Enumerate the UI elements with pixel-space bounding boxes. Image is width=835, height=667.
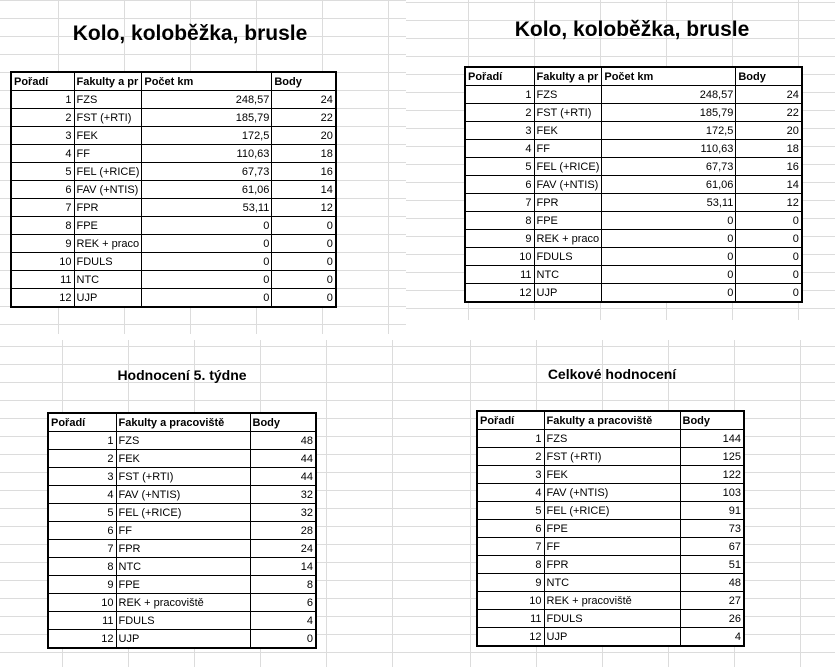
- table-row: [11, 109, 336, 127]
- table-cell: 6: [48, 522, 116, 540]
- table-cell: 7: [477, 538, 544, 556]
- table-row: [465, 284, 802, 303]
- table-cell: FPR: [116, 540, 250, 558]
- table-cell: 0: [142, 253, 272, 271]
- table-cell: 5: [477, 502, 544, 520]
- table-row: [465, 230, 802, 248]
- table-cell: 6: [477, 520, 544, 538]
- table-cell: 0: [736, 248, 802, 266]
- table-cell: FDULS: [534, 248, 602, 266]
- table-cell: FAV (+NTIS): [74, 181, 142, 199]
- table-cell: 172,5: [142, 127, 272, 145]
- table-cell: 24: [272, 91, 336, 109]
- panel-title: Hodnocení 5. týdne: [117, 367, 247, 383]
- table-cell: 0: [272, 253, 336, 271]
- table-cell: FAV (+NTIS): [116, 486, 250, 504]
- table-row: [11, 91, 336, 109]
- table-cell: 0: [272, 217, 336, 235]
- table-cell: 67: [680, 538, 744, 556]
- table-cell: 0: [736, 266, 802, 284]
- table-cell: 4: [465, 140, 534, 158]
- table-row: [11, 199, 336, 217]
- panel-title: Celkové hodnocení: [547, 366, 677, 382]
- table-cell: 18: [736, 140, 802, 158]
- table-cell: FPE: [116, 576, 250, 594]
- table-cell: UJP: [534, 284, 602, 303]
- table-row: [11, 217, 336, 235]
- table-cell: 3: [465, 122, 534, 140]
- table-cell: FDULS: [74, 253, 142, 271]
- table-cell: FF: [544, 538, 680, 556]
- table-cell: 0: [272, 289, 336, 308]
- column-header: Pořadí: [11, 72, 74, 91]
- table-cell: 2: [48, 450, 116, 468]
- table-cell: 12: [465, 284, 534, 303]
- column-header: Pořadí: [48, 413, 116, 432]
- table-cell: FEK: [544, 466, 680, 484]
- table-cell: REK + pracoviště: [116, 594, 250, 612]
- column-header: Počet km: [602, 67, 736, 86]
- table-cell: 14: [736, 176, 802, 194]
- table-cell: UJP: [544, 628, 680, 647]
- table-cell: 12: [272, 199, 336, 217]
- table-cell: 110,63: [142, 145, 272, 163]
- table-header-row: [465, 67, 802, 86]
- table-cell: 0: [602, 248, 736, 266]
- table-cell: FDULS: [544, 610, 680, 628]
- table-row: [465, 140, 802, 158]
- table-cell: 0: [602, 266, 736, 284]
- table-row: [48, 594, 316, 612]
- table-cell: 7: [11, 199, 74, 217]
- table-cell: 6: [11, 181, 74, 199]
- table-cell: FPE: [534, 212, 602, 230]
- table-cell: FEK: [534, 122, 602, 140]
- table-cell: 73: [680, 520, 744, 538]
- table-row: [48, 630, 316, 649]
- table-cell: 18: [272, 145, 336, 163]
- table-cell: FF: [534, 140, 602, 158]
- table-row: [11, 127, 336, 145]
- table-cell: 2: [477, 448, 544, 466]
- table-cell: 9: [465, 230, 534, 248]
- table-row: [477, 448, 744, 466]
- table-cell: 22: [736, 104, 802, 122]
- table-cell: 11: [465, 266, 534, 284]
- column-header: Body: [250, 413, 316, 432]
- table-cell: NTC: [544, 574, 680, 592]
- table-cell: FZS: [116, 432, 250, 450]
- column-header: Fakulty a pracoviště: [116, 413, 250, 432]
- column-header: Pořadí: [477, 411, 544, 430]
- table-cell: 0: [272, 271, 336, 289]
- table-cell: 11: [11, 271, 74, 289]
- table-cell: 0: [272, 235, 336, 253]
- table-row: [477, 592, 744, 610]
- panel-overall-rating: [410, 340, 835, 667]
- panel-title: Kolo, koloběžka, brusle: [72, 22, 308, 45]
- table-cell: 110,63: [602, 140, 736, 158]
- table-cell: 14: [272, 181, 336, 199]
- panel-kolo-right: [406, 0, 835, 320]
- results-table: [47, 412, 317, 649]
- table-cell: 103: [680, 484, 744, 502]
- table-row: [477, 430, 744, 448]
- table-cell: FPR: [544, 556, 680, 574]
- table-cell: 8: [250, 576, 316, 594]
- table-cell: 3: [48, 468, 116, 486]
- table-cell: 9: [477, 574, 544, 592]
- table-cell: 9: [11, 235, 74, 253]
- table-cell: 44: [250, 450, 316, 468]
- column-header: Body: [680, 411, 744, 430]
- table-cell: 4: [477, 484, 544, 502]
- table-cell: 0: [736, 230, 802, 248]
- column-header: Body: [736, 67, 802, 86]
- table-cell: 0: [142, 271, 272, 289]
- table-row: [477, 520, 744, 538]
- table-cell: 9: [48, 576, 116, 594]
- table-cell: 20: [736, 122, 802, 140]
- table-cell: 10: [465, 248, 534, 266]
- table-cell: FDULS: [116, 612, 250, 630]
- table-row: [48, 504, 316, 522]
- table-cell: FEK: [116, 450, 250, 468]
- panel-title: Kolo, koloběžka, brusle: [514, 18, 750, 41]
- table-cell: 125: [680, 448, 744, 466]
- column-header: Fakulty a pr: [74, 72, 142, 91]
- table-row: [465, 212, 802, 230]
- table-row: [477, 484, 744, 502]
- table-cell: 10: [11, 253, 74, 271]
- table-cell: 61,06: [142, 181, 272, 199]
- table-row: [465, 194, 802, 212]
- table-cell: 7: [465, 194, 534, 212]
- table-cell: 248,57: [142, 91, 272, 109]
- table-cell: REK + praco: [74, 235, 142, 253]
- table-cell: 5: [48, 504, 116, 522]
- table-row: [48, 558, 316, 576]
- table-cell: FAV (+NTIS): [534, 176, 602, 194]
- table-row: [11, 181, 336, 199]
- table-cell: 16: [736, 158, 802, 176]
- table-cell: UJP: [74, 289, 142, 308]
- column-header: Body: [272, 72, 336, 91]
- table-cell: 0: [142, 289, 272, 308]
- table-cell: FZS: [544, 430, 680, 448]
- table-cell: FPE: [74, 217, 142, 235]
- table-cell: 53,11: [602, 194, 736, 212]
- table-cell: FEK: [74, 127, 142, 145]
- column-header: Fakulty a pr: [534, 67, 602, 86]
- table-cell: 0: [602, 212, 736, 230]
- table-cell: 4: [250, 612, 316, 630]
- table-cell: 4: [48, 486, 116, 504]
- table-row: [11, 253, 336, 271]
- table-cell: FPE: [544, 520, 680, 538]
- table-row: [48, 432, 316, 450]
- table-cell: 7: [48, 540, 116, 558]
- table-row: [465, 266, 802, 284]
- column-header: Počet km: [142, 72, 272, 91]
- table-cell: FST (+RTI): [74, 109, 142, 127]
- table-cell: 11: [477, 610, 544, 628]
- table-cell: REK + praco: [534, 230, 602, 248]
- table-cell: 12: [11, 289, 74, 308]
- table-cell: 12: [736, 194, 802, 212]
- table-row: [48, 612, 316, 630]
- table-row: [477, 538, 744, 556]
- table-cell: NTC: [116, 558, 250, 576]
- table-row: [11, 163, 336, 181]
- table-cell: 5: [465, 158, 534, 176]
- table-row: [48, 522, 316, 540]
- table-cell: 122: [680, 466, 744, 484]
- table-row: [48, 576, 316, 594]
- table-cell: 6: [465, 176, 534, 194]
- table-row: [465, 104, 802, 122]
- table-header-row: [48, 413, 316, 432]
- table-cell: 0: [736, 212, 802, 230]
- table-cell: 61,06: [602, 176, 736, 194]
- table-cell: 0: [142, 217, 272, 235]
- table-row: [477, 628, 744, 647]
- table-cell: 248,57: [602, 86, 736, 104]
- results-table: [476, 410, 745, 647]
- table-cell: 26: [680, 610, 744, 628]
- table-cell: 0: [142, 235, 272, 253]
- table-cell: 0: [602, 284, 736, 303]
- table-cell: FAV (+NTIS): [544, 484, 680, 502]
- column-header: Fakulty a pracoviště: [544, 411, 680, 430]
- table-cell: FEL (+RICE): [74, 163, 142, 181]
- table-cell: 185,79: [142, 109, 272, 127]
- table-cell: 27: [680, 592, 744, 610]
- table-cell: 8: [11, 217, 74, 235]
- table-cell: 48: [250, 432, 316, 450]
- table-cell: 48: [680, 574, 744, 592]
- table-cell: 1: [477, 430, 544, 448]
- table-cell: 8: [477, 556, 544, 574]
- table-cell: FF: [116, 522, 250, 540]
- table-row: [48, 468, 316, 486]
- table-cell: FEL (+RICE): [116, 504, 250, 522]
- table-cell: 67,73: [142, 163, 272, 181]
- table-cell: 24: [250, 540, 316, 558]
- table-row: [11, 289, 336, 308]
- table-cell: 2: [11, 109, 74, 127]
- table-cell: NTC: [74, 271, 142, 289]
- table-cell: 5: [11, 163, 74, 181]
- table-cell: FST (+RTI): [544, 448, 680, 466]
- table-row: [11, 271, 336, 289]
- table-cell: FPR: [534, 194, 602, 212]
- table-cell: 32: [250, 486, 316, 504]
- table-cell: 14: [250, 558, 316, 576]
- table-cell: FZS: [74, 91, 142, 109]
- table-row: [465, 248, 802, 266]
- table-cell: 20: [272, 127, 336, 145]
- table-row: [48, 450, 316, 468]
- table-cell: 4: [680, 628, 744, 647]
- table-row: [465, 122, 802, 140]
- table-cell: 6: [250, 594, 316, 612]
- table-row: [477, 610, 744, 628]
- table-cell: 1: [48, 432, 116, 450]
- table-row: [477, 466, 744, 484]
- table-cell: 4: [11, 145, 74, 163]
- table-row: [465, 158, 802, 176]
- table-cell: 0: [250, 630, 316, 649]
- column-header: Pořadí: [465, 67, 534, 86]
- panel-weekly-rating: [0, 340, 410, 667]
- table-cell: FEL (+RICE): [544, 502, 680, 520]
- table-cell: 11: [48, 612, 116, 630]
- table-cell: 8: [465, 212, 534, 230]
- table-header-row: [11, 72, 336, 91]
- table-row: [477, 556, 744, 574]
- table-cell: FST (+RTI): [116, 468, 250, 486]
- table-cell: FST (+RTI): [534, 104, 602, 122]
- table-cell: 172,5: [602, 122, 736, 140]
- table-row: [477, 502, 744, 520]
- table-row: [11, 145, 336, 163]
- table-row: [465, 86, 802, 104]
- table-cell: 28: [250, 522, 316, 540]
- table-cell: 1: [465, 86, 534, 104]
- table-row: [11, 235, 336, 253]
- table-cell: 0: [736, 284, 802, 303]
- table-cell: FF: [74, 145, 142, 163]
- table-cell: 10: [48, 594, 116, 612]
- table-row: [48, 540, 316, 558]
- results-table: [10, 71, 337, 308]
- table-cell: FZS: [534, 86, 602, 104]
- table-cell: 0: [602, 230, 736, 248]
- table-cell: 16: [272, 163, 336, 181]
- table-header-row: [477, 411, 744, 430]
- table-row: [465, 176, 802, 194]
- table-row: [477, 574, 744, 592]
- table-cell: 53,11: [142, 199, 272, 217]
- table-cell: 22: [272, 109, 336, 127]
- table-cell: 1: [11, 91, 74, 109]
- table-cell: 3: [11, 127, 74, 145]
- table-cell: 10: [477, 592, 544, 610]
- table-cell: FEL (+RICE): [534, 158, 602, 176]
- table-cell: 144: [680, 430, 744, 448]
- panel-kolo-left: [0, 0, 406, 334]
- table-row: [48, 486, 316, 504]
- results-table: [464, 66, 803, 303]
- table-cell: 44: [250, 468, 316, 486]
- table-cell: FPR: [74, 199, 142, 217]
- table-cell: 12: [48, 630, 116, 649]
- table-cell: 91: [680, 502, 744, 520]
- table-cell: NTC: [534, 266, 602, 284]
- table-cell: 32: [250, 504, 316, 522]
- table-cell: 12: [477, 628, 544, 647]
- table-cell: 67,73: [602, 158, 736, 176]
- table-cell: REK + pracoviště: [544, 592, 680, 610]
- table-cell: 3: [477, 466, 544, 484]
- table-cell: 8: [48, 558, 116, 576]
- table-cell: 51: [680, 556, 744, 574]
- table-cell: 24: [736, 86, 802, 104]
- table-cell: UJP: [116, 630, 250, 649]
- table-cell: 2: [465, 104, 534, 122]
- table-cell: 185,79: [602, 104, 736, 122]
